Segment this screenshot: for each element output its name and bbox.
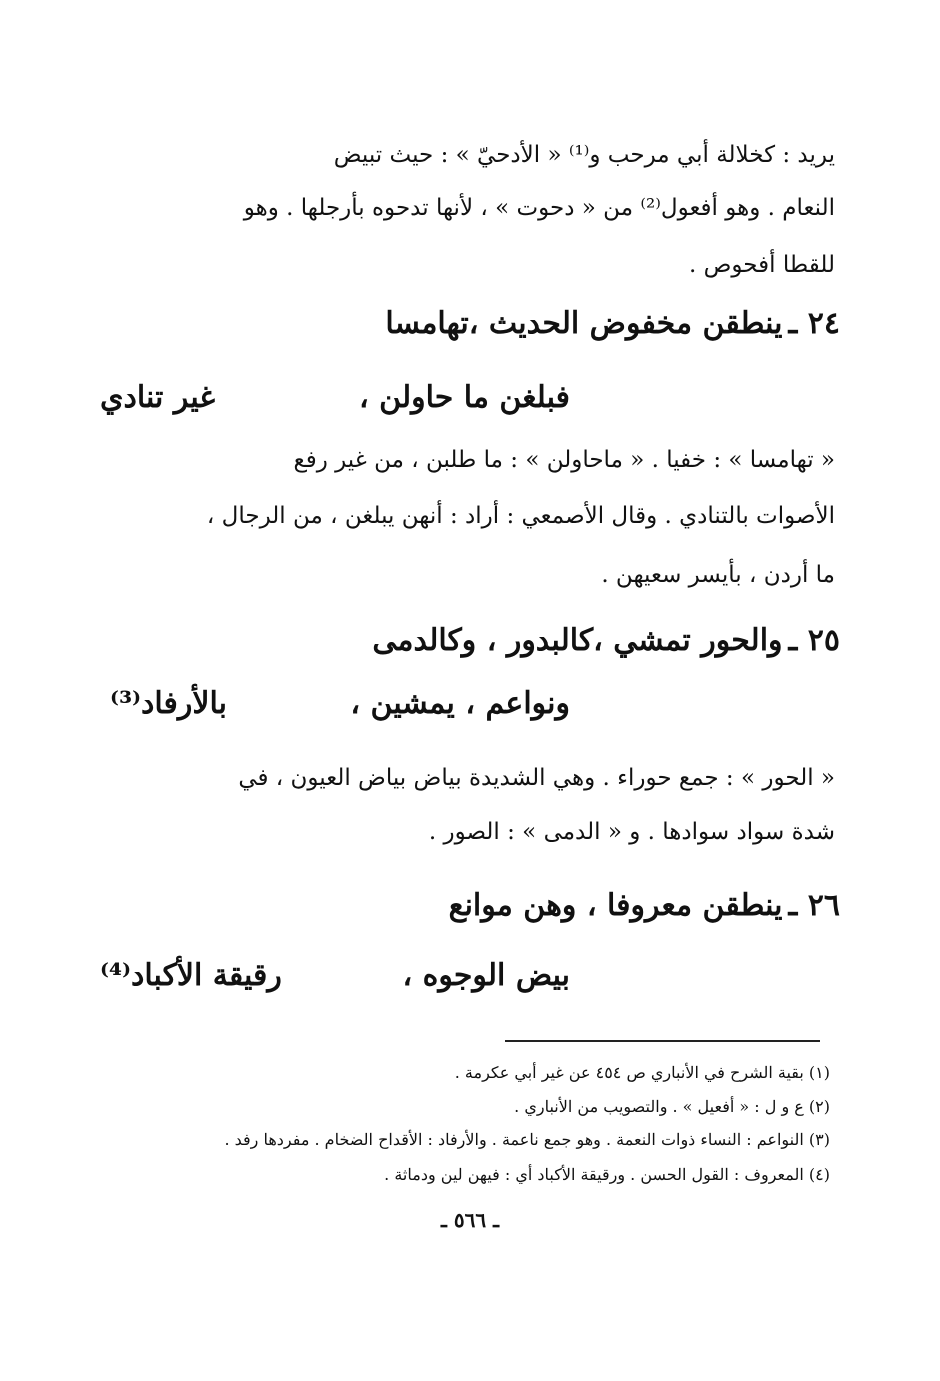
- hemistich-text: بالأرفاد⁽³⁾: [110, 686, 227, 721]
- page-number: ـ ٥٦٦ ـ: [441, 1208, 499, 1232]
- commentary-line: النعام . وهو أفعول⁽²⁾ من « دحوت » ، لأنها تدحوه بأرجلها . وهو: [243, 195, 835, 221]
- hemistich-text: ينطقن معروفا ، وهن موانع: [448, 888, 783, 923]
- verse-25-first-hemistich: [340, 615, 840, 667]
- commentary-line: « تهامسا » : خفيا . « ماحاولن » : ما طلبن ، من غير رفع: [293, 447, 835, 473]
- verse-number: ٢٥ ـ: [788, 623, 840, 658]
- verse-26-second-hemistich: [100, 950, 570, 1002]
- commentary-line: ما أردن ، بأيسر سعيهن .: [601, 562, 835, 588]
- footnote: (٢) ع و ل : « أفعيل » . والتصويب من الأنباري .: [514, 1097, 830, 1116]
- verse-24-first-hemistich: [300, 298, 840, 350]
- commentary-line: « الحور » : جمع حوراء . وهي الشديدة بياض بياض العيون ، في: [238, 765, 835, 791]
- verse-25-second-hemistich: [110, 678, 570, 730]
- verse-24-second-hemistich: [100, 372, 570, 424]
- commentary-line: الأصوات بالتنادي . وقال الأصمعي : أراد : أنهن يبلغن ، من الرجال ،: [206, 503, 835, 529]
- hemistich-text: والحور تمشي ،كالبدور ، وكالدمى: [372, 623, 783, 658]
- commentary-line: يريد : كخلالة أبي مرحب و⁽¹⁾ « الأدحيّ » : حيث تبيض: [333, 142, 835, 168]
- verse-26-first-hemistich: [340, 880, 840, 932]
- commentary-line: للقطا أفحوص .: [689, 252, 835, 278]
- hemistich-text: غير تنادي: [100, 380, 216, 415]
- hemistich-text: فبلغن ما حاولن ،: [358, 380, 570, 415]
- verse-number: ٢٦ ـ: [788, 888, 840, 923]
- hemistich-text: ينطقن مخفوض الحديث ،تهامسا: [385, 306, 783, 341]
- footnote-separator: [505, 1040, 820, 1042]
- commentary-line: شدة سواد سوادها . و « الدمى » : الصور .: [428, 819, 835, 845]
- footnote: (٣) النواعم : النساء ذوات النعمة . وهو جمع ناعمة . والأرفاد : الأقداح الضخام . مفردها رفد .: [224, 1130, 830, 1149]
- hemistich-text: بيض الوجوه ،: [402, 958, 570, 993]
- verse-number: ٢٤ ـ: [788, 306, 840, 341]
- footnote: (٤) المعروف : القول الحسن . ورقيقة الأكباد أي : فيهن لين ودماثة .: [384, 1165, 830, 1184]
- hemistich-text: رقيقة الأكباد⁽⁴⁾: [100, 958, 282, 993]
- footnote: (١) بقية الشرح في الأنباري ص ٤٥٤ عن غير أبي عكرمة .: [454, 1063, 830, 1082]
- hemistich-text: ونواعم ، يمشين ،: [350, 686, 570, 721]
